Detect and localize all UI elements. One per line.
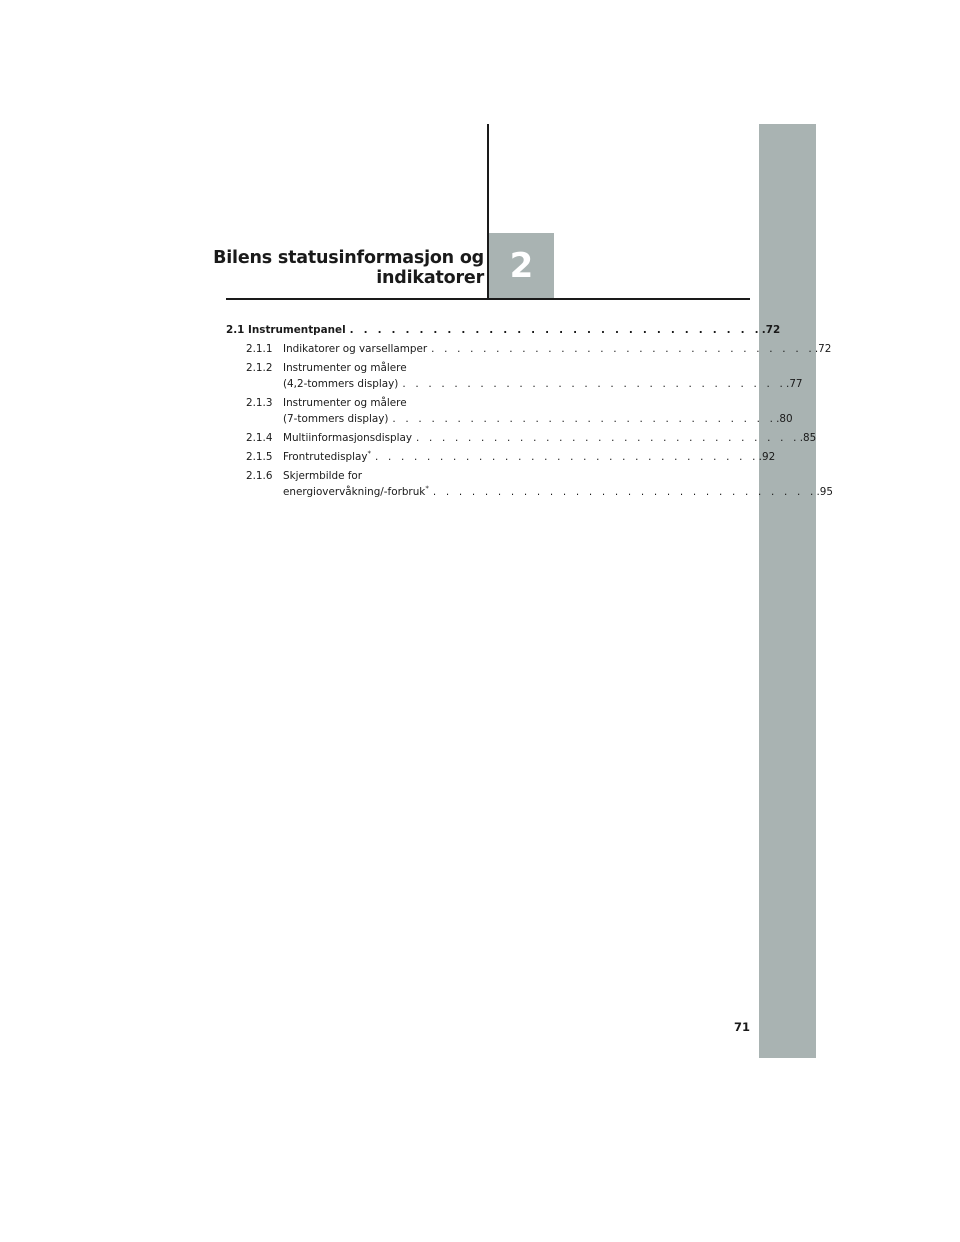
- toc-entry-page: .72: [814, 343, 832, 355]
- toc-entry-label-continued: [283, 484, 429, 500]
- toc-entry-label-continued: (7-tommers display): [283, 413, 389, 425]
- chapter-title-line-2: indikatorer: [376, 268, 484, 288]
- chapter-number: 2: [509, 245, 534, 286]
- toc-entry-number: 2.1.1: [246, 343, 273, 355]
- chapter-title-line-1: Bilens statusinformasjon og: [213, 248, 484, 268]
- toc-entry-label: Indikatorer og varsellamper: [283, 343, 428, 355]
- toc-leader-dots: . . . . . . . . . . . . . . . . . . . . . . . . . . . . . .: [349, 324, 762, 336]
- toc-entry-main[interactable]: [226, 322, 781, 338]
- toc-entry-page: .92: [758, 451, 776, 463]
- toc-entry-label-text: energiovervåkning/-forbruk: [283, 486, 426, 498]
- toc-entry-label: Instrumenter og målere: [283, 362, 407, 374]
- toc-entry-number: 2.1: [226, 324, 245, 336]
- toc-entry-2-1-5[interactable]: [226, 449, 776, 465]
- toc-leader-dots: . . . . . . . . . . . . . . . . . . . . . . . . . . . . . .: [392, 413, 777, 425]
- toc-entry-2-1-3[interactable]: [226, 395, 793, 427]
- toc-entry-number: 2.1.5: [246, 451, 273, 463]
- toc-entry-2-1-2[interactable]: [226, 360, 803, 392]
- toc-leader-dots: . . . . . . . . . . . . . . . . . . . . . . . . . . . . . .: [402, 378, 787, 390]
- toc-entry-2-1-4[interactable]: [226, 430, 817, 446]
- toc-entry-label: Instrumenter og målere: [283, 397, 407, 409]
- chapter-title: [164, 248, 484, 288]
- toc-entry-page: .80: [776, 413, 793, 425]
- toc-entry-page: .77: [786, 378, 803, 390]
- toc-entry-2-1-1[interactable]: [226, 341, 832, 357]
- toc-entry-label: Skjermbilde for: [283, 470, 363, 482]
- toc-entry-label: Multiinformasjonsdisplay: [283, 432, 413, 444]
- page-number: 71: [733, 1020, 750, 1034]
- chapter-number-box: [489, 233, 554, 298]
- footnote-asterisk: *: [367, 449, 371, 458]
- toc-entry-2-1-6[interactable]: [226, 468, 834, 500]
- toc-leader-dots: . . . . . . . . . . . . . . . . . . . . . . . . . . . . . .: [416, 432, 800, 444]
- toc-entry-page: .95: [816, 486, 834, 498]
- toc-entry-number: 2.1.3: [246, 397, 273, 409]
- toc-entry-label-text: Frontrutedisplay: [283, 451, 368, 463]
- toc-entry-number: 2.1.2: [246, 362, 273, 374]
- toc-entry-number: 2.1.4: [246, 432, 273, 444]
- footnote-asterisk: *: [425, 484, 429, 493]
- toc-leader-dots: . . . . . . . . . . . . . . . . . . . . . . . . . . . . . .: [375, 451, 759, 463]
- toc-entry-page: .72: [761, 324, 781, 336]
- table-of-contents: [226, 322, 834, 500]
- toc-entry-label-continued: (4,2-tommers display): [283, 378, 399, 390]
- header-horizontal-rule: [226, 298, 750, 300]
- toc-entry-page: .85: [799, 432, 817, 444]
- toc-entry-label: Instrumentpanel: [248, 324, 346, 336]
- toc-entry-number: 2.1.6: [246, 470, 273, 482]
- toc-leader-dots: . . . . . . . . . . . . . . . . . . . . . . . . . . . . . .: [432, 486, 817, 498]
- toc-entry-label: [283, 449, 371, 465]
- toc-leader-dots: . . . . . . . . . . . . . . . . . . . . . . . . . . . . . .: [431, 343, 815, 355]
- chapter-side-tab: [759, 124, 816, 1058]
